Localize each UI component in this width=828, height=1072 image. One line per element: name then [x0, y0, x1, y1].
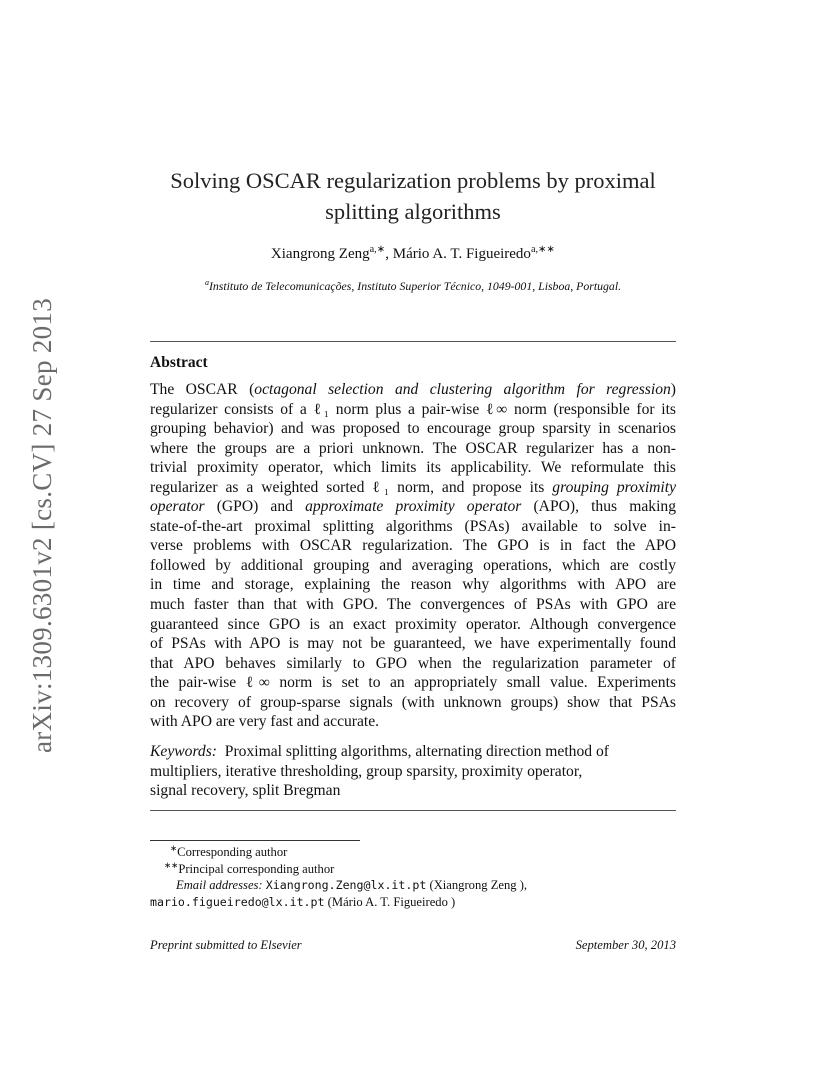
abstract-line: grouping behavior) and was proposed to encourage group sparsity in scenarios — [150, 420, 676, 438]
preprint-note: Preprint submitted to Elsevier — [150, 938, 302, 952]
affiliation-mark: a — [204, 278, 209, 288]
abstract-line: regularizer consists of a ℓ₁ norm plus a pair-wise ℓ∞ norm (responsible for its — [150, 400, 676, 418]
abstract-line: that APO behaves similarly to GPO when the regularization parameter of — [150, 654, 676, 672]
abstract-bottom-rule — [150, 810, 676, 811]
footnote-principal: ∗∗Principal corresponding author — [164, 859, 335, 876]
affiliation — [130, 278, 696, 294]
abstract-top-rule — [150, 341, 676, 342]
abstract-line: guaranteed since GPO is an exact proximity operator. Although convergence — [150, 615, 676, 633]
keywords-block — [150, 742, 676, 801]
title-line-1: Solving OSCAR regularization problems by proximal — [170, 168, 656, 193]
abstract-line: trivial proximity operator, which limits its applicability. We reformulate this — [150, 459, 676, 477]
footnote-emails-cont: mario.figueiredo@lx.it.pt (Mário A. T. Figueiredo ) — [150, 894, 456, 909]
preprint-date: September 30, 2013 — [575, 938, 676, 952]
abstract-body — [150, 380, 676, 732]
abstract-line: verse problems with OSCAR regularization. The GPO is in fact the APO — [150, 537, 676, 555]
footnote-emails: Email addresses: Xiangrong.Zeng@lx.it.pt (Xiangrong Zeng ), — [176, 878, 528, 892]
abstract-line: state-of-the-art proximal splitting algorithms (PSAs) available to solve in- — [150, 517, 676, 535]
abstract-line: operator (GPO) and approximate proximity operator (APO), thus making — [150, 498, 676, 516]
keywords-line-2: multipliers, iterative thresholding, group sparsity, proximity operator, — [150, 762, 583, 780]
email-link-zeng[interactable]: Xiangrong.Zeng@lx.it.pt — [265, 878, 427, 892]
abstract-line: The OSCAR (octagonal selection and clustering algorithm for regression) — [150, 381, 676, 398]
email-label: Email addresses: — [176, 878, 263, 892]
abstract-line: the pair-wise ℓ∞ norm is set to an appropriately small value. Experiments — [150, 674, 676, 692]
abstract-line: on recovery of group-sparse signals (with unknown groups) show that PSAs — [150, 693, 676, 711]
arxiv-identifier-text: arXiv:1309.6301v2 [cs.CV] 27 Sep 2013 — [27, 297, 58, 753]
footnote-rule — [150, 840, 360, 841]
author-1-marks: a,∗ — [369, 244, 386, 255]
author-2-name: Mário A. T. Figueiredo — [392, 246, 531, 262]
affiliation-text: Instituto de Telecomunicações, Instituto Superior Técnico, 1049-001, Lisboa, Portugal. — [208, 279, 622, 293]
abstract-line: followed by additional grouping and averaging operations, which are costly — [150, 556, 676, 574]
author-1-name: Xiangrong Zeng — [270, 246, 370, 262]
arxiv-identifier-stamp — [23, 290, 63, 760]
keywords-line-1: Keywords: Proximal splitting algorithms, alternating direction method of — [150, 743, 609, 760]
abstract-line: where the groups are a priori unknown. The OSCAR regularizer has a non- — [150, 439, 676, 457]
email-link-figueiredo[interactable]: mario.figueiredo@lx.it.pt — [150, 894, 325, 909]
preprint-footer — [150, 938, 676, 953]
abstract-line: much faster than that with GPO. The convergences of PSAs with GPO are — [150, 596, 676, 614]
abstract-line: with APO are very fast and accurate. — [150, 713, 380, 731]
footnote-corresponding: ∗Corresponding author — [170, 842, 288, 859]
author-2-marks: a,∗∗ — [530, 244, 556, 255]
abstract-line: in time and storage, explaining the reason why algorithms with APO are — [150, 576, 676, 594]
keywords-label: Keywords: — [150, 743, 217, 760]
title-line-2: splitting algorithms — [325, 199, 501, 224]
paper-title — [130, 165, 696, 227]
abstract-line: of PSAs with APO is may not be guaranteed, we have experimentally found — [150, 635, 676, 653]
footnotes — [150, 844, 676, 910]
abstract-line: regularizer as a weighted sorted ℓ₁ norm, and propose its grouping proximity — [150, 478, 677, 496]
abstract-heading: Abstract — [150, 354, 208, 371]
keywords-line-3: signal recovery, split Bregman — [150, 782, 341, 800]
author-list: Xiangrong Zeng$^{a,∗}$, Mário A. T. Figueiredo$^{a,∗∗}$ — [270, 244, 556, 262]
